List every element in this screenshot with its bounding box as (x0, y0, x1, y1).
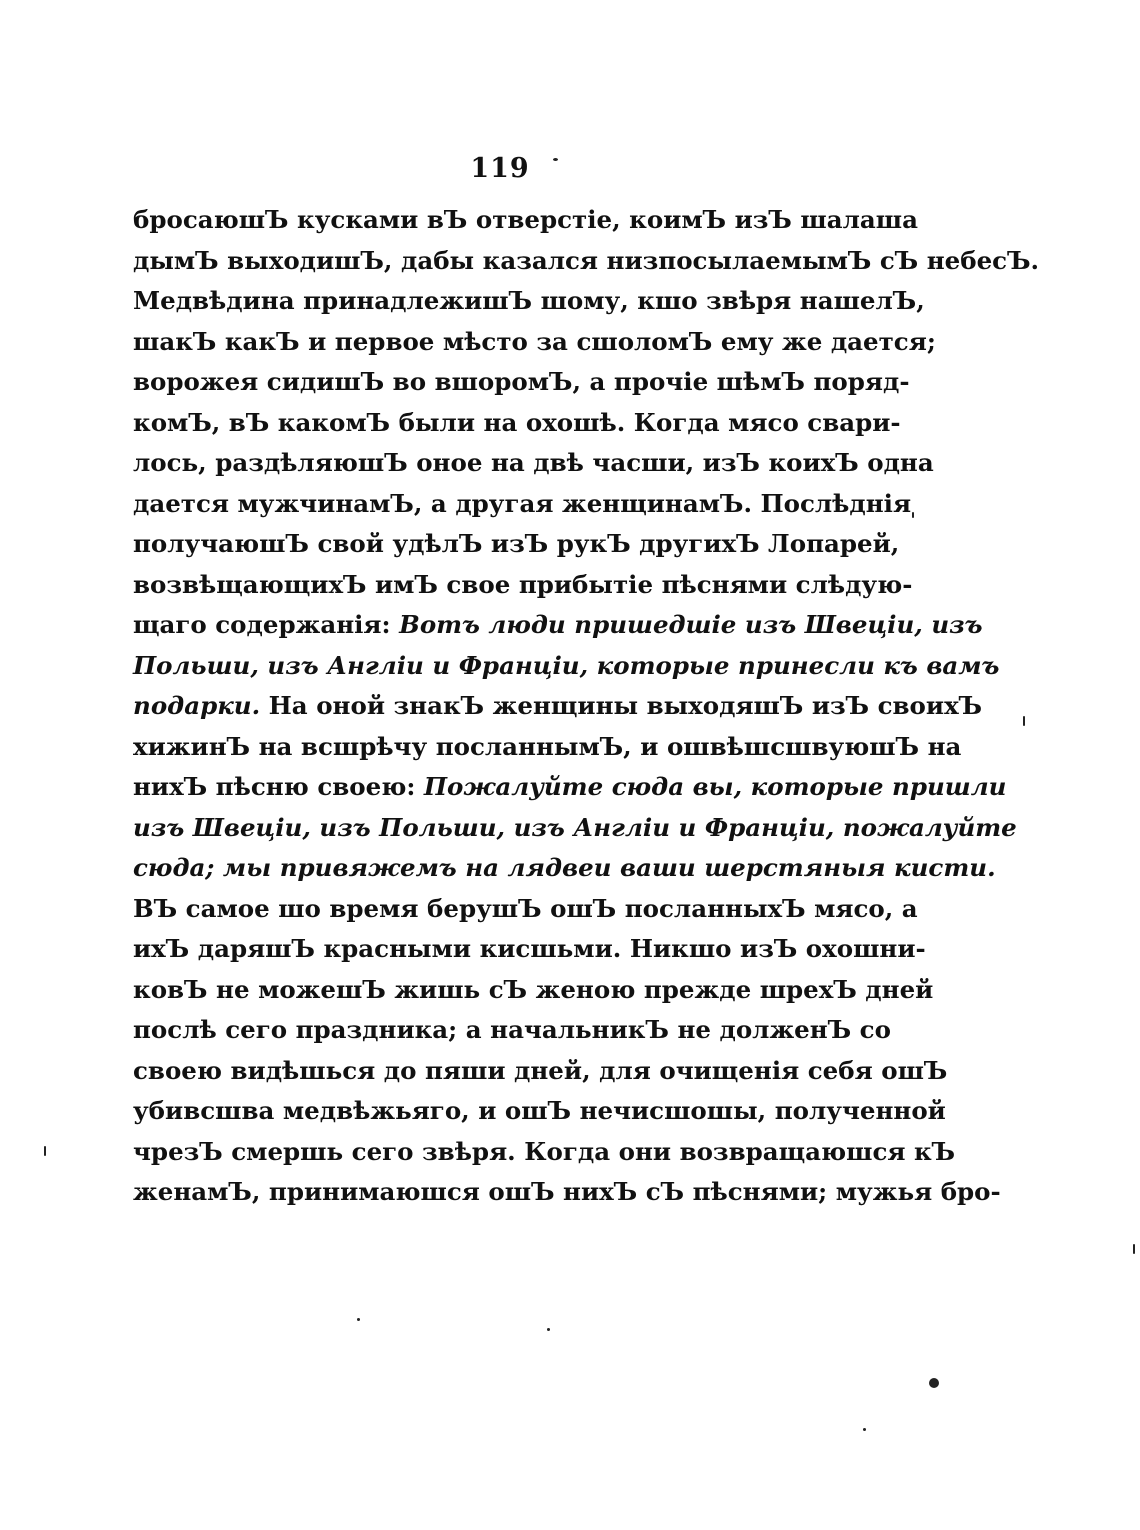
text-line: убивсшва медвѣжьяго, и ошЪ нечисшошы, полученной (133, 1096, 946, 1125)
text-line (133, 808, 1017, 849)
text-line: щаго содержанія: Вотъ люди пришедшіе изъ Швеціи, изъ (133, 610, 983, 639)
scan-speck (357, 1318, 360, 1321)
italic-song-text: изъ Швеціи, изъ Польши, изъ Англіи и Франціи, пожалуйте (133, 812, 1017, 842)
text-line: шакЪ какЪ и первое мѣсто за сшоломЪ ему же дается; (133, 326, 936, 356)
italic-song-text: Польши, изъ Англіи и Франціи, которые принесли къ вамъ (133, 650, 1000, 680)
text-line: чрезЪ смершь сего звѣря. Когда они возвращаюшся кЪ (133, 1136, 956, 1166)
text-line (133, 646, 1000, 687)
text-line: Медвѣдина принадлежишЪ шому, кшо звѣря нашелЪ, (133, 286, 925, 315)
text-line (133, 848, 996, 889)
scan-speck (863, 1428, 866, 1431)
text-line: хижинЪ на всшрѣчу посланнымЪ, и ошвѣшсшвуюшЪ на (133, 731, 962, 761)
text-line: ворожея сидишЪ во вшоромЪ, а прочіе шѣмЪ поряд- (133, 367, 910, 396)
text-line: послѣ сего праздника; а начальникЪ не долженЪ со (133, 1015, 891, 1044)
page-number: 119 (470, 153, 530, 184)
text-line: возвѣщающихЪ имЪ свое прибытіе пѣснями слѣдую- (133, 569, 913, 599)
scan-speck (553, 158, 558, 161)
scan-speck (44, 1146, 46, 1156)
italic-song-text: Пожалуйте сюда вы, которые пришли (423, 772, 1007, 801)
body-text (133, 200, 1040, 1213)
text-line: женамЪ, принимаюшся ошЪ нихЪ сЪ пѣснями; мужья бро- (133, 1177, 1001, 1206)
scan-speck (929, 1378, 939, 1388)
scan-speck (547, 1328, 550, 1331)
text-line: подарки. На оной знакЪ женщины выходяшЪ изЪ своихЪ (133, 691, 983, 720)
text-line: дымЪ выходишЪ, дабы казался низпосылаемымЪ сЪ небесЪ. (133, 245, 1040, 275)
text-line: ковЪ не можешЪ жишь сЪ женою прежде шрехЪ дней (133, 974, 934, 1004)
text-line: бросаюшЪ кусками вЪ отверстіе, коимЪ изЪ шалаша (133, 205, 918, 234)
text-line: своею видѣшься до пяши дней, для очищенія себя ошЪ (133, 1055, 948, 1085)
scan-speck (912, 512, 914, 518)
text-line: лось, раздѣляюшЪ оное на двѣ часши, изЪ коихЪ одна (133, 448, 934, 477)
text-line: ВЪ самое шо время берушЪ ошЪ посланныхЪ мясо, а (133, 893, 918, 923)
italic-song-text: сюда; мы привяжемъ на лядвеи ваши шерстяныя кисти. (133, 853, 996, 882)
italic-song-text: подарки. (133, 691, 261, 720)
italic-song-text: Вотъ люди пришедшіе изъ Швеціи, изъ (399, 610, 983, 639)
scan-speck (1023, 716, 1025, 726)
text-line: ихЪ даряшЪ красными кисшьми. Никшо изЪ охошни- (133, 934, 926, 963)
text-line: нихЪ пѣсню своею: Пожалуйте сюда вы, которые пришли (133, 772, 1007, 801)
scan-speck (1133, 1244, 1135, 1254)
text-line: комЪ, вЪ какомЪ были на охошѣ. Когда мясо свари- (133, 407, 901, 437)
text-line: получаюшЪ свой удѣлЪ изЪ рукЪ другихЪ Лопарей, (133, 529, 900, 558)
text-line: дается мужчинамЪ, а другая женщинамЪ. Послѣднія (133, 488, 912, 518)
